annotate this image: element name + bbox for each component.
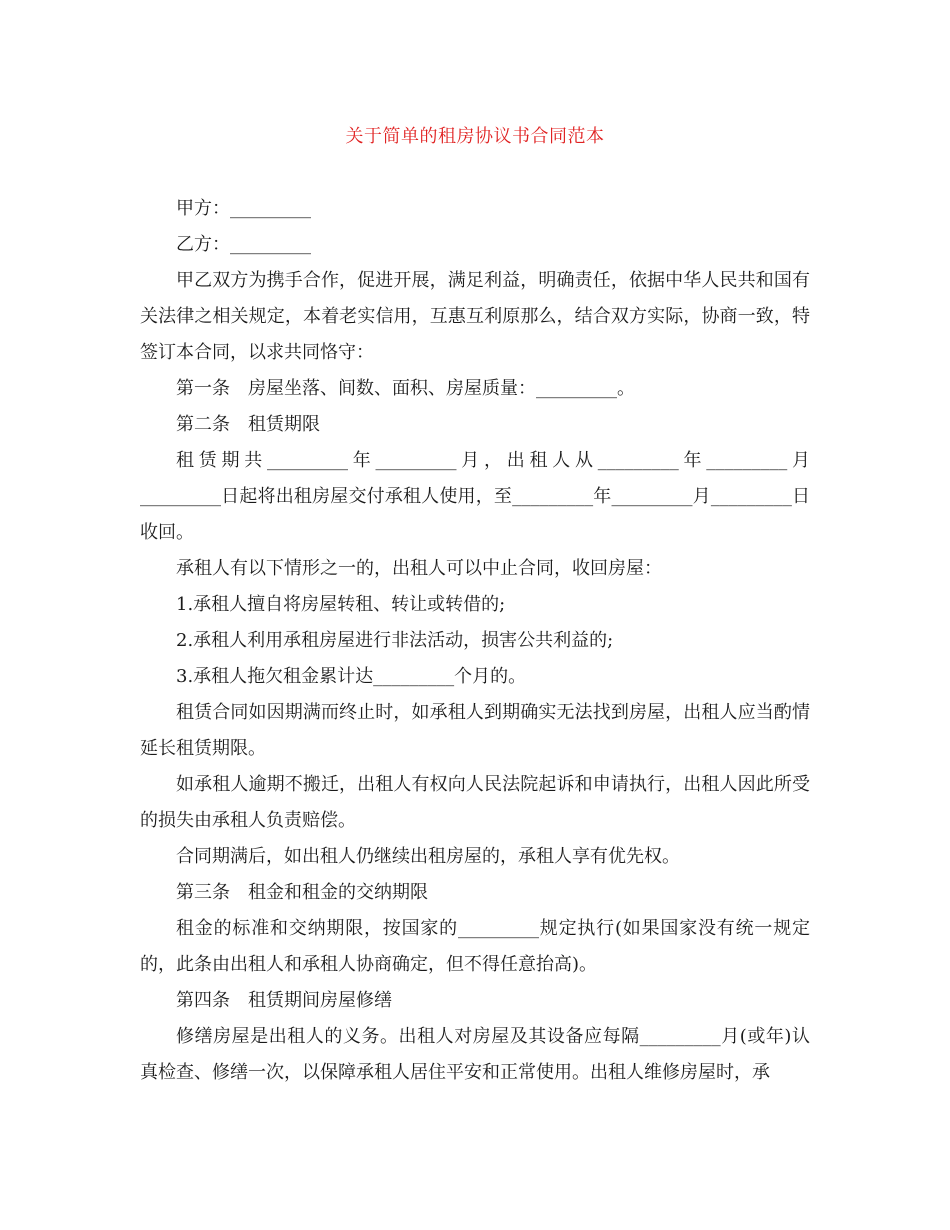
paragraph-rent: 租金的标准和交纳期限，按国家的_________规定执行(如果国家没有统一规定的，此条由出租人和承租人协商确定，但不得任意抬高)。 bbox=[140, 918, 810, 975]
paragraph-repairs: 修缮房屋是出租人的义务。出租人对房屋及其设备应每隔_________月(或年)认真检查、修缮一次，以保障承租人居住平安和正常使用。出租人维修房屋时，承 bbox=[140, 1026, 810, 1083]
paragraph-overstay: 如承租人逾期不搬迁，出租人有权向人民法院起诉和申请执行，出租人因此所受的损失由承租人负责赔偿。 bbox=[140, 774, 810, 831]
paragraph-party-b: 乙方：_________ bbox=[176, 234, 311, 255]
article-4-heading: 第四条 租赁期间房屋修缮 bbox=[176, 990, 392, 1011]
list-item: 3.承租人拖欠租金累计达_________个月的。 bbox=[176, 666, 527, 687]
paragraph-preamble: 甲乙双方为携手合作，促进开展，满足利益，明确责任，依据中华人民共和国有关法律之相关规定，本着老实信用，互惠互利原那么，结合双方实际，协商一致，特签订本合同，以求共同恪守： bbox=[140, 270, 810, 363]
paragraph-termination-intro: 承租人有以下情形之一的，出租人可以中止合同，收回房屋： bbox=[176, 558, 662, 579]
list-item: 1.承租人擅自将房屋转租、转让或转借的; bbox=[176, 594, 506, 615]
paragraph-lease-term: 租赁期共_________年_________月，出租人从_________年_________月_________日起将出租房屋交付承租人使用，至_________年_________月_________日收回。 bbox=[140, 450, 810, 543]
list-item: 2.承租人利用承租房屋进行非法活动，损害公共利益的; bbox=[176, 630, 614, 651]
paragraph-extension: 租赁合同如因期满而终止时，如承租人到期确实无法找到房屋，出租人应当酌情延长租赁期限。 bbox=[140, 702, 810, 759]
paragraph-party-a: 甲方：_________ bbox=[176, 198, 311, 219]
article-3-heading: 第三条 租金和租金的交纳期限 bbox=[176, 882, 428, 903]
article-1: 第一条 房屋坐落、间数、面积、房屋质量：_________。 bbox=[176, 378, 635, 399]
document-title: 关于简单的租房协议书合同范本 bbox=[345, 126, 605, 147]
article-2-heading: 第二条 租赁期限 bbox=[176, 414, 320, 435]
document-body bbox=[140, 191, 810, 1091]
paragraph-priority: 合同期满后，如出租人仍继续出租房屋的，承租人享有优先权。 bbox=[176, 846, 680, 867]
